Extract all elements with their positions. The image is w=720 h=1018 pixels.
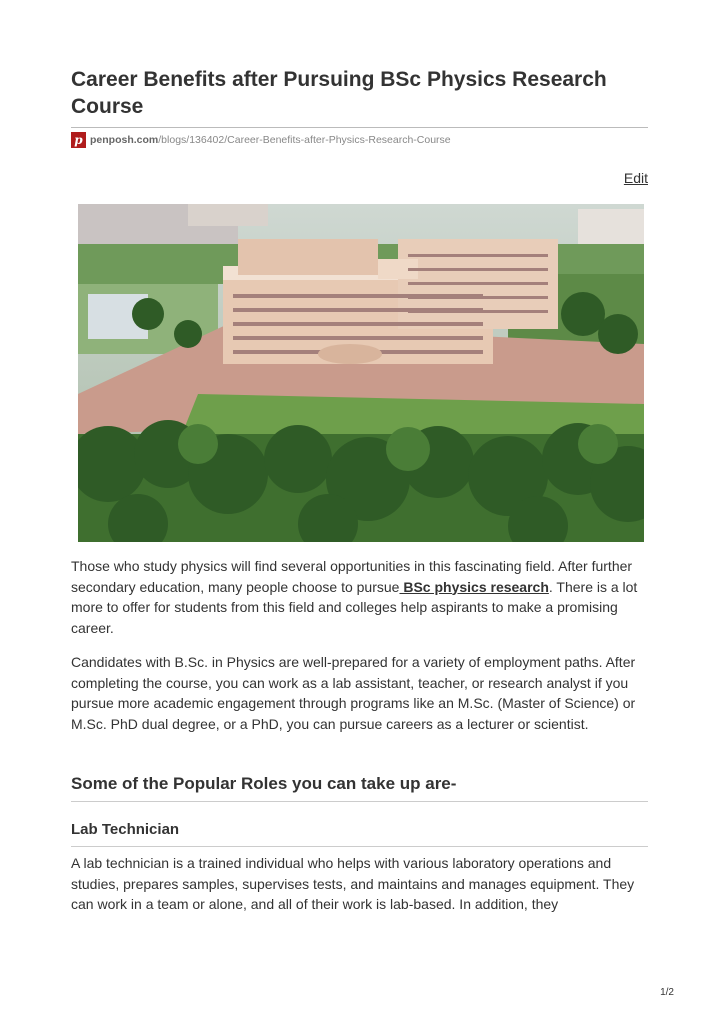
bsc-physics-research-link[interactable]: BSc physics research: [399, 578, 549, 595]
page-title: Career Benefits after Pursuing BSc Physics Research Course: [71, 68, 607, 118]
intro-text: Those who study physics will find several opportunities in this fascinating field. After further secondary education, many people choose to pursue: [71, 558, 633, 595]
campus-aerial-image: [78, 204, 644, 542]
hero-image: [78, 204, 644, 542]
subsection-divider: [71, 846, 648, 847]
source-url[interactable]: [71, 132, 451, 148]
page-indicator: 1/2: [660, 987, 674, 998]
subsection-heading: Lab Technician: [71, 821, 180, 838]
section-divider: [71, 801, 648, 802]
title-divider: [71, 127, 648, 128]
source-domain: penposh.com: [90, 134, 159, 146]
intro-paragraph: [71, 556, 648, 638]
section-heading: Some of the Popular Roles you can take up are-: [71, 774, 457, 793]
lab-technician-paragraph: A lab technician is a trained individual who helps with various laboratory operations and studies, prepares samples, supervises tests, and maintains and manages equipment. They can work in a team or alone, and all of their work is lab-based. In addition, they: [71, 855, 635, 912]
penposh-logo-icon: p: [71, 132, 86, 148]
candidates-paragraph: Candidates with B.Sc. in Physics are well-prepared for a variety of employment paths. After completing the course, you can work as a lab assistant, teacher, or research analyst if you pursue more academic engagement through programs like an M.Sc. (Master of Science) or M.Sc. PhD dual degree, or a PhD, you can pursue careers as a lecturer or scientist.: [71, 654, 636, 732]
intro-text-end: . There is a lot more to offer for students from this field and colleges help aspirants to make a promising career.: [71, 578, 638, 636]
edit-link[interactable]: Edit: [623, 170, 648, 186]
source-path: /blogs/136402/Career-Benefits-after-Physics-Research-Course: [158, 134, 451, 146]
